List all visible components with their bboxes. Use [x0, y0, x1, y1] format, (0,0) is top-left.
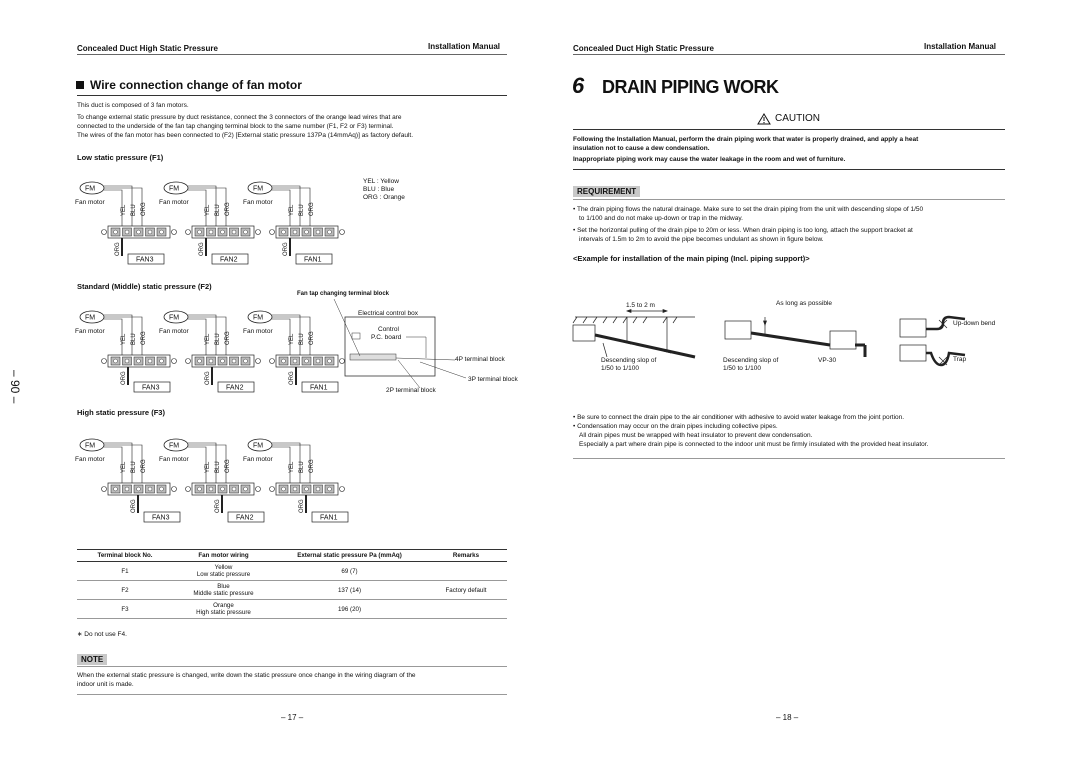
support-spacing-figure: [573, 310, 695, 358]
screw-icon: [172, 230, 177, 235]
left-header-title: Concealed Duct High Static Pressure: [77, 44, 218, 53]
wire-label: BLU: [131, 204, 137, 216]
caution-text: Following the Installation Manual, perform the drain piping work that water is properly drained, and apply a heat insulation not to cause a dew condensation. Inappropriate piping work may cause the water leakage in the room and wet of furniture.: [573, 136, 919, 163]
note-tag: NOTE: [77, 654, 107, 665]
table-header: External static pressure Pa (mmAq): [274, 550, 425, 562]
fan-motor-label: Fan motor: [243, 456, 273, 463]
wire-label: YEL: [121, 204, 127, 216]
table-row: F2 Blue Middle static pressure 137 (14) Factory default: [77, 581, 507, 600]
wire-label: ORG: [309, 331, 315, 345]
fig-trap-label: Trap: [953, 356, 967, 363]
fig-slope-b: Descending slop of 1/50 to 1/100: [723, 357, 779, 372]
screw-icon: [270, 230, 275, 235]
fan-label: FAN3: [142, 384, 160, 392]
org-label: ORG: [131, 499, 137, 513]
wire-label: YEL: [205, 461, 211, 473]
list-item: • Be sure to connect the drain pipe to the air conditioner with adhesive to avoid water leakage from the joint portion.: [573, 414, 905, 421]
fan-label: FAN1: [310, 384, 328, 392]
fm-label: FM: [253, 185, 264, 193]
std-pressure-title: Standard (Middle) static pressure (F2): [77, 282, 212, 291]
org-label: ORG: [205, 371, 211, 385]
warning-triangle-icon: [757, 113, 771, 125]
fan-label: FAN1: [320, 514, 338, 522]
tap-block-label: Fan tap changing terminal block: [297, 291, 390, 297]
screw-icon: [186, 359, 191, 364]
wire-label: YEL: [289, 204, 295, 216]
wire-label: ORG: [225, 331, 231, 345]
right-page-number: – 18 –: [776, 713, 799, 722]
fm-label: FM: [253, 314, 264, 322]
wire-label: ORG: [141, 202, 147, 216]
chapter-title: DRAIN PIPING WORK: [602, 77, 779, 97]
wire-label: BLU: [131, 461, 137, 473]
fan-label: FAN3: [152, 514, 170, 522]
wire-label: ORG: [309, 202, 315, 216]
fm-label: FM: [169, 314, 180, 322]
fig-support-label: 1.5 to 2 m: [626, 302, 655, 309]
org-label: ORG: [283, 242, 289, 256]
fan-motor-label: Fan motor: [75, 456, 105, 463]
fig-updown-label: Up-down bend: [953, 320, 996, 327]
fan-motor-label: Fan motor: [243, 328, 273, 335]
wire-color-legend: YEL : Yellow BLU : Blue ORG : Orange: [363, 178, 405, 201]
right-header-title: Concealed Duct High Static Pressure: [573, 44, 714, 53]
control-label: Control: [378, 326, 399, 333]
left-page-number: – 17 –: [281, 713, 304, 722]
bullet-bottom-rule: [573, 458, 1005, 459]
wire-label: BLU: [215, 333, 221, 345]
chapter-number: 6: [572, 73, 585, 98]
table-row: F1 Yellow Low static pressure 69 (7): [77, 562, 507, 581]
fm-label: FM: [85, 442, 96, 450]
screw-icon: [102, 487, 107, 492]
wire-label: BLU: [131, 333, 137, 345]
fan-label: FAN2: [220, 256, 238, 264]
list-item: • Set the horizontal pulling of the drain pipe to 20m or less. When drain piping is too long, attach the support bracket at: [573, 227, 913, 234]
caution-bottom-rule: [573, 169, 1005, 170]
screw-icon: [256, 359, 261, 364]
requirement-list: • The drain piping flows the natural drainage. Make sure to set the drain piping from the unit with descending slope of 1/50 to 1/100 and do not make up-down or trap in the midway. • Set the horizontal pulling of the drain pipe to 20m or less. When drain piping is too long, attach the support bracket at intervals of 1.5m to 2m to avoid the pipe becomes undulant as shown in figure below.: [573, 205, 1005, 244]
high-pressure-title: High static pressure (F3): [77, 408, 165, 417]
screw-icon: [172, 359, 177, 364]
terminal-3p-label: 3P terminal block: [468, 376, 518, 383]
wire-label: YEL: [121, 333, 127, 345]
intro-text: This duct is composed of 3 fan motors. To change external static pressure by duct resistance, connect the 3 connectors of the orange lead wires that are connected to the underside of the fan tap changing terminal block to the same number (F1, F2 or F3) terminal. The wires of the fan motor has been connected to (F2) [External static pressure 137Pa (14mmAq)] as factory default.: [77, 102, 413, 139]
screw-icon: [256, 487, 261, 492]
screw-icon: [186, 487, 191, 492]
org-label: ORG: [199, 242, 205, 256]
table-note: ∗ Do not use F4.: [77, 631, 127, 638]
list-item: • Condensation may occur on the drain pipes including collective pipes.: [573, 423, 778, 430]
wire-label: YEL: [205, 333, 211, 345]
fan-label: FAN1: [304, 256, 322, 264]
table-header: Terminal block No.: [77, 550, 173, 562]
screw-icon: [340, 230, 345, 235]
org-label: ORG: [215, 499, 221, 513]
requirement-rule: [573, 199, 1005, 200]
long-slope-figure: [725, 317, 865, 357]
wiring-diagrams: [0, 0, 540, 540]
screw-icon: [256, 230, 261, 235]
pressure-table: [77, 549, 507, 619]
note-bottom-rule: [77, 694, 507, 695]
fan-motor-label: Fan motor: [159, 328, 189, 335]
fig-slope-a: Descending slop of 1/50 to 1/100: [601, 357, 657, 372]
screw-icon: [340, 359, 345, 364]
fan-label: FAN2: [226, 384, 244, 392]
wire-label: ORG: [309, 459, 315, 473]
fan-motor-label: Fan motor: [159, 199, 189, 206]
bullet-list: • Be sure to connect the drain pipe to the air conditioner with adhesive to avoid water leakage from the joint portion. • Condensation may occur on the drain pipes including collective pipes. All drain pipes must be wrapped with heat insulator to prevent dew condensation. Especially a part where drain pipe is connected to the indoor unit must be firmly insulated with the provided heat insulator.: [573, 413, 1005, 449]
fan-label: FAN2: [236, 514, 254, 522]
wire-label: YEL: [289, 461, 295, 473]
wire-label: BLU: [215, 204, 221, 216]
right-header-rule: [573, 54, 1005, 55]
screw-icon: [340, 487, 345, 492]
list-item: • The drain piping flows the natural drainage. Make sure to set the drain piping from the unit with descending slope of 1/50: [573, 206, 924, 213]
wire-label: YEL: [289, 333, 295, 345]
side-page-number: – 90 –: [8, 370, 22, 404]
wire-label: YEL: [121, 461, 127, 473]
requirement-tag: REQUIREMENT: [573, 186, 640, 197]
fig-possible-label: As long as possible: [776, 300, 833, 307]
wire-label: BLU: [299, 461, 305, 473]
fan-motor-label: Fan motor: [159, 456, 189, 463]
screw-icon: [186, 230, 191, 235]
screw-icon: [270, 487, 275, 492]
wire-label: BLU: [299, 204, 305, 216]
wire-label: ORG: [225, 202, 231, 216]
wire-label: BLU: [215, 461, 221, 473]
fm-label: FM: [85, 314, 96, 322]
org-label: ORG: [121, 371, 127, 385]
fig-vp-label: VP-30: [818, 357, 837, 364]
org-label: ORG: [299, 499, 305, 513]
org-label: ORG: [115, 242, 121, 256]
wire-label: ORG: [225, 459, 231, 473]
screw-icon: [172, 487, 177, 492]
wire-label: ORG: [141, 331, 147, 345]
terminal-4p-label: 4P terminal block: [455, 356, 505, 363]
screw-icon: [102, 230, 107, 235]
pcboard-label: P.C. board: [371, 334, 402, 341]
fan-label: FAN3: [136, 256, 154, 264]
wire-label: BLU: [299, 333, 305, 345]
example-title: <Example for installation of the main piping (Incl. piping support)>: [573, 254, 810, 263]
note-rule: [77, 666, 507, 667]
screw-icon: [270, 359, 275, 364]
fm-label: FM: [85, 185, 96, 193]
fan-motor-label: Fan motor: [75, 328, 105, 335]
terminal-2p-label: 2P terminal block: [386, 387, 436, 394]
table-header-row: [77, 550, 507, 562]
fm-label: FM: [169, 185, 180, 193]
screw-icon: [102, 359, 107, 364]
section-title: Wire connection change of fan motor: [90, 78, 302, 92]
note-text: When the external static pressure is changed, write down the static pressure once change in the wiring diagram of the indoor unit is made.: [77, 672, 416, 688]
right-header-manual: Installation Manual: [924, 42, 997, 51]
org-label: ORG: [289, 371, 295, 385]
fan-motor-label: Fan motor: [243, 199, 273, 206]
fm-label: FM: [253, 442, 264, 450]
wire-label: ORG: [141, 459, 147, 473]
left-header-manual: Installation Manual: [428, 42, 501, 51]
caution-label: CAUTION: [775, 113, 820, 124]
table-row: F3 Orange High static pressure 196 (20): [77, 600, 507, 619]
fan-motor-label: Fan motor: [75, 199, 105, 206]
caution-rule: [573, 129, 1005, 130]
low-pressure-title: Low static pressure (F1): [77, 153, 164, 162]
elec-box-label: Electrical control box: [358, 310, 418, 317]
wire-label: YEL: [205, 204, 211, 216]
table-header: Fan motor wiring: [173, 550, 274, 562]
fm-label: FM: [169, 442, 180, 450]
table-header: Remarks: [425, 550, 507, 562]
